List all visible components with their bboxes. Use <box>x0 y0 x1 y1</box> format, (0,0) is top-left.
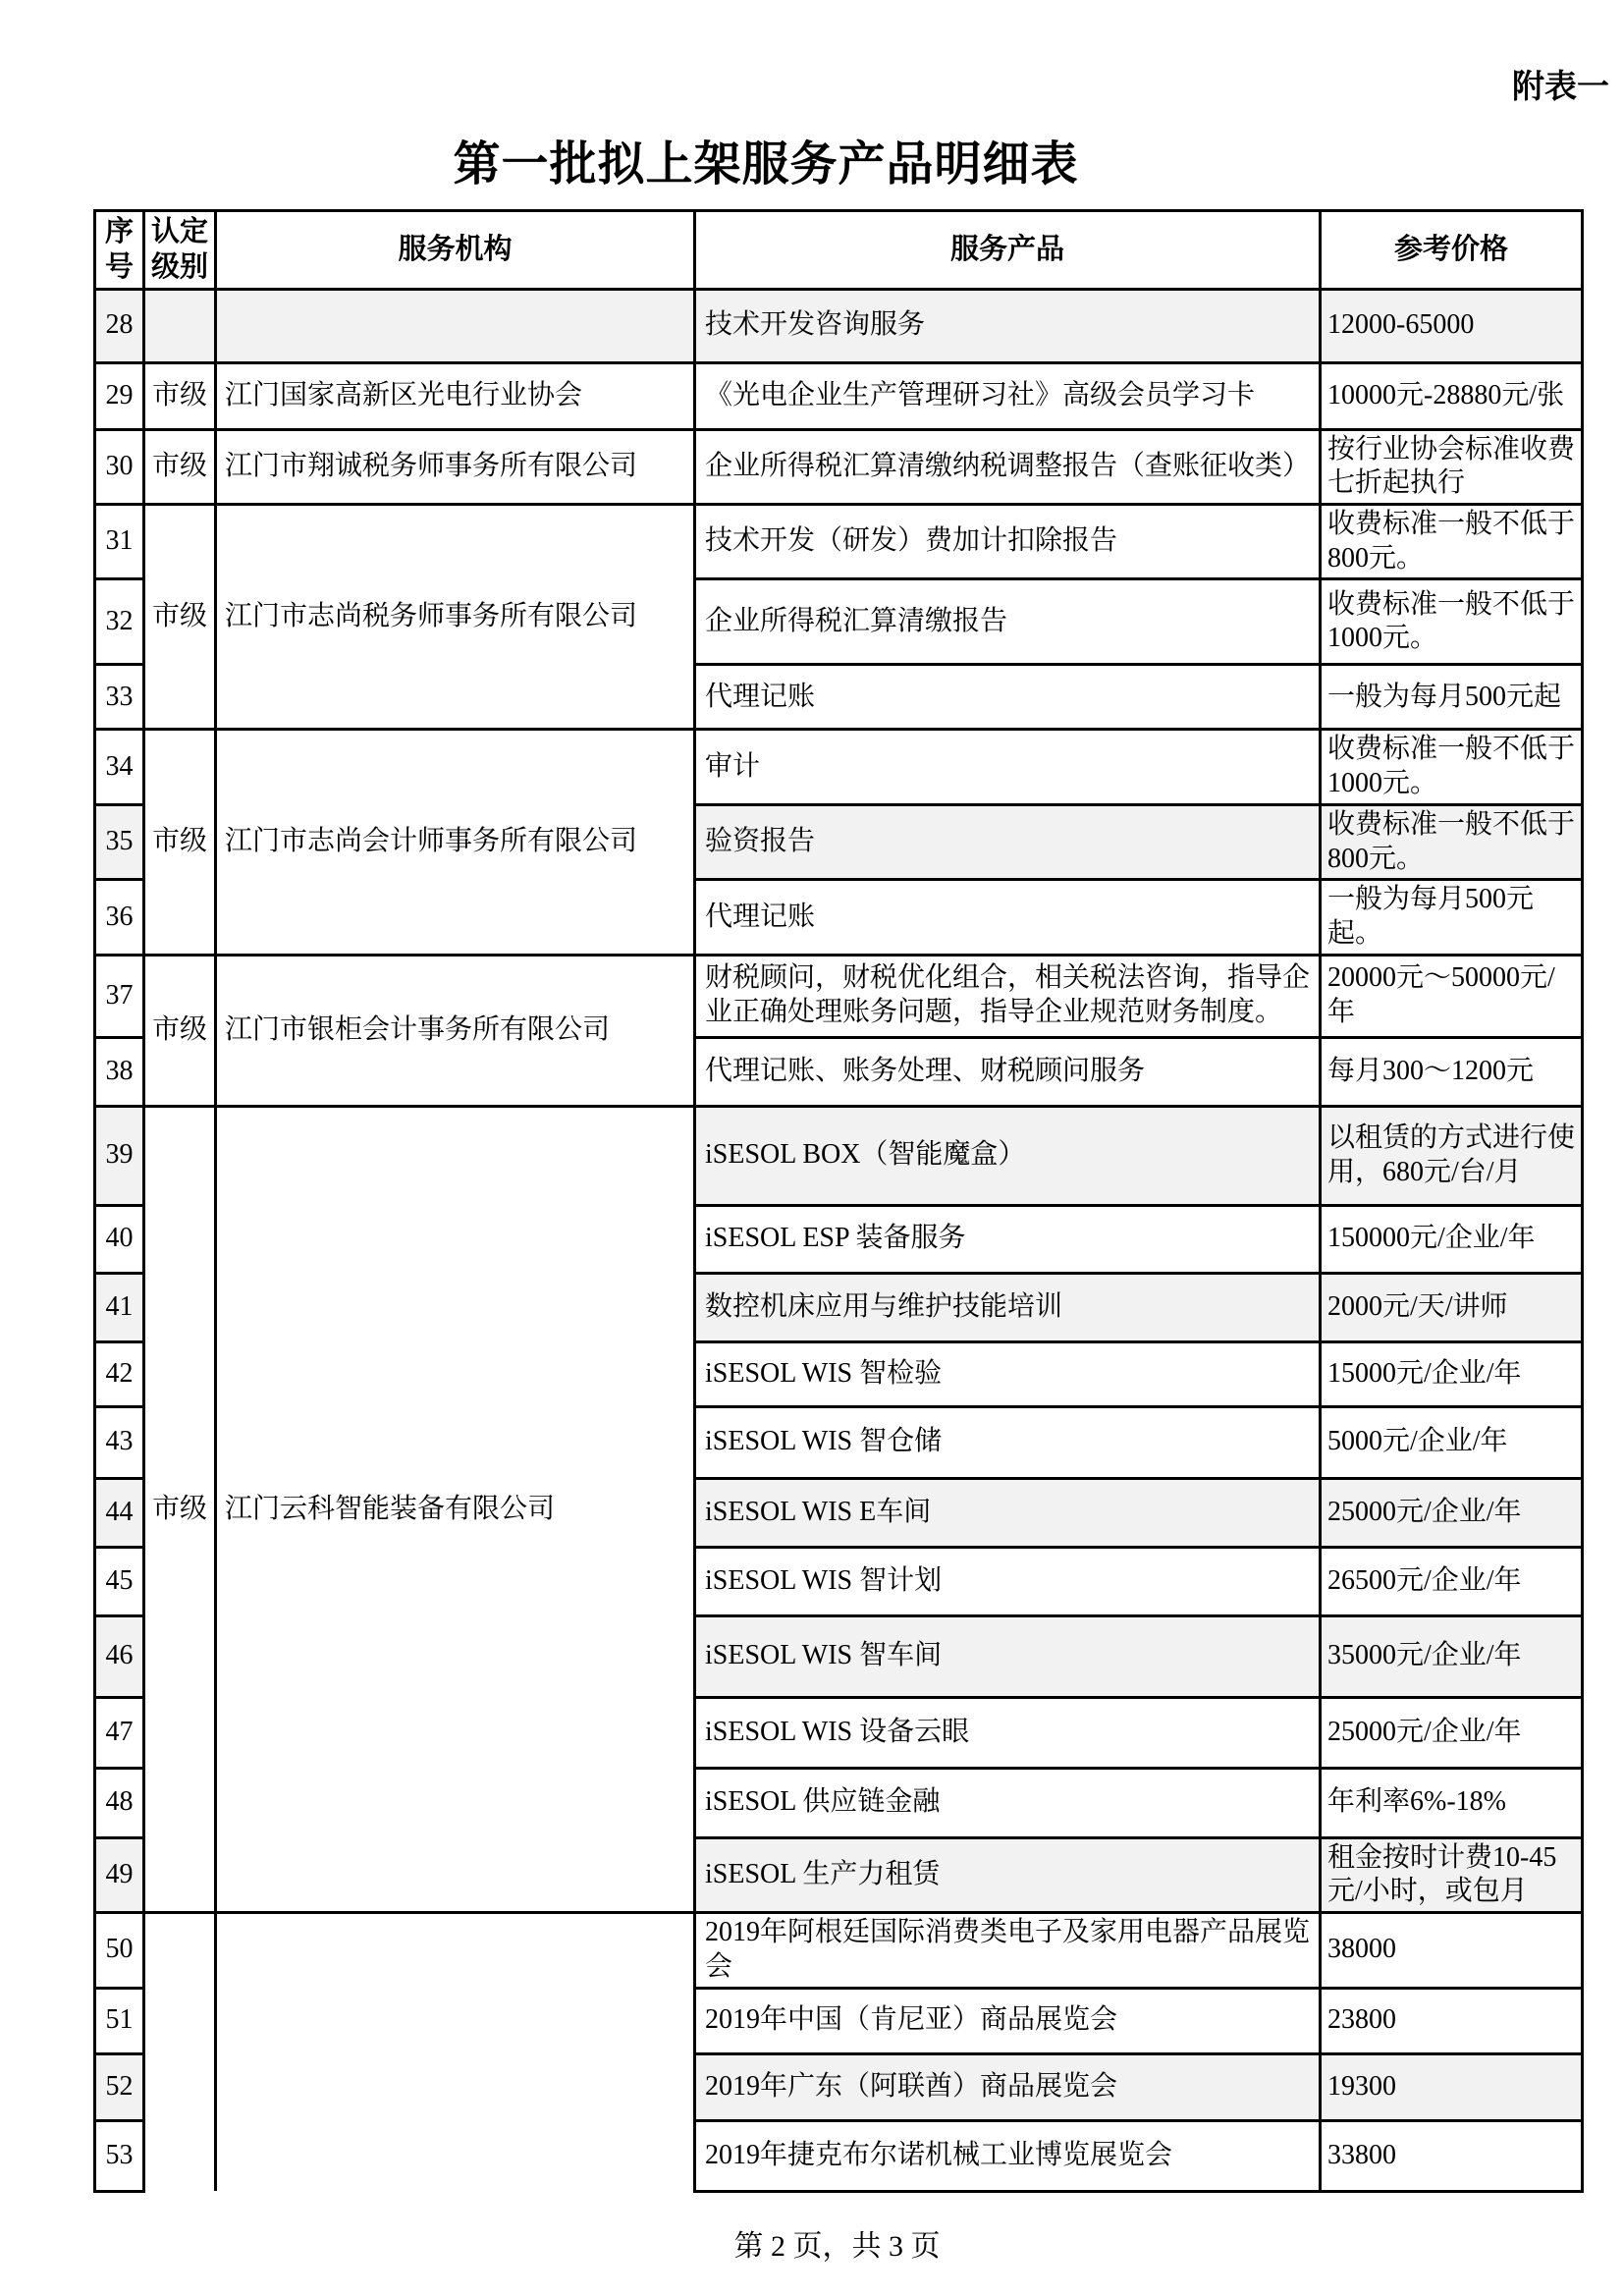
row-number-cell: 34 <box>95 730 144 804</box>
header-institution: 服务机构 <box>216 211 695 290</box>
product-cell: 代理记账 <box>695 880 1321 955</box>
header-level: 认定级别 <box>144 211 216 290</box>
price-cell: 每月300～1200元 <box>1321 1037 1583 1106</box>
product-cell: 财税顾问，财税优化组合，相关税法咨询，指导企业正确处理账务问题，指导企业规范财务制度。 <box>695 955 1321 1037</box>
institution-cell: 江门市志尚税务师事务所有限公司 <box>216 504 695 729</box>
table-row <box>95 504 1583 578</box>
row-number-cell: 52 <box>95 2053 144 2120</box>
level-cell: 市级 <box>144 955 216 1106</box>
product-cell: 企业所得税汇算清缴纳税调整报告（查账征收类） <box>695 429 1321 504</box>
row-number-cell: 36 <box>95 880 144 955</box>
product-cell: 验资报告 <box>695 804 1321 879</box>
table-row <box>95 1106 1583 1205</box>
row-number-cell: 32 <box>95 579 144 665</box>
row-number-cell: 31 <box>95 504 144 578</box>
product-cell: 代理记账 <box>695 665 1321 730</box>
row-number-cell: 45 <box>95 1547 144 1615</box>
product-cell: 企业所得税汇算清缴报告 <box>695 579 1321 665</box>
price-cell: 35000元/企业/年 <box>1321 1615 1583 1697</box>
product-cell: iSESOL BOX（智能魔盒） <box>695 1106 1321 1205</box>
table-row <box>95 362 1583 429</box>
row-number-cell: 48 <box>95 1768 144 1837</box>
price-cell: 2000元/天/讲师 <box>1321 1273 1583 1341</box>
product-cell: iSESOL WIS 设备云眼 <box>695 1697 1321 1768</box>
product-cell: 《光电企业生产管理研习社》高级会员学习卡 <box>695 362 1321 429</box>
price-cell: 以租赁的方式进行使用，680元/台/月 <box>1321 1106 1583 1205</box>
level-cell: 市级 <box>144 730 216 955</box>
price-cell: 25000元/企业/年 <box>1321 1697 1583 1768</box>
row-number-cell: 41 <box>95 1273 144 1341</box>
price-cell: 23800 <box>1321 1988 1583 2053</box>
row-number-cell: 28 <box>95 289 144 362</box>
level-cell <box>144 1913 216 2191</box>
row-number-cell: 33 <box>95 665 144 730</box>
table-row <box>95 429 1583 504</box>
header-price: 参考价格 <box>1321 211 1583 290</box>
price-cell: 25000元/企业/年 <box>1321 1478 1583 1547</box>
price-cell: 38000 <box>1321 1913 1583 1988</box>
table-row <box>95 955 1583 1037</box>
product-cell: iSESOL 供应链金融 <box>695 1768 1321 1837</box>
product-cell: iSESOL WIS E车间 <box>695 1478 1321 1547</box>
level-cell: 市级 <box>144 1106 216 1912</box>
institution-cell <box>216 289 695 362</box>
row-number-cell: 51 <box>95 1988 144 2053</box>
product-cell: 2019年广东（阿联酋）商品展览会 <box>695 2053 1321 2120</box>
row-number-cell: 47 <box>95 1697 144 1768</box>
product-cell: 技术开发（研发）费加计扣除报告 <box>695 504 1321 578</box>
price-cell: 收费标准一般不低于800元。 <box>1321 804 1583 879</box>
level-cell <box>144 289 216 362</box>
product-cell: 审计 <box>695 730 1321 804</box>
row-number-cell: 53 <box>95 2120 144 2191</box>
table-row <box>95 1913 1583 1988</box>
row-number-cell: 29 <box>95 362 144 429</box>
price-cell: 收费标准一般不低于800元。 <box>1321 504 1583 578</box>
table-header-row <box>95 211 1583 290</box>
row-number-cell: 44 <box>95 1478 144 1547</box>
price-cell: 10000元-28880元/张 <box>1321 362 1583 429</box>
product-cell: iSESOL 生产力租赁 <box>695 1837 1321 1912</box>
price-cell: 19300 <box>1321 2053 1583 2120</box>
price-cell: 5000元/企业/年 <box>1321 1406 1583 1478</box>
product-cell: iSESOL WIS 智计划 <box>695 1547 1321 1615</box>
institution-cell: 江门国家高新区光电行业协会 <box>216 362 695 429</box>
row-number-cell: 38 <box>95 1037 144 1106</box>
row-number-cell: 39 <box>95 1106 144 1205</box>
price-cell: 150000元/企业/年 <box>1321 1205 1583 1273</box>
row-number-cell: 30 <box>95 429 144 504</box>
product-cell: iSESOL WIS 智检验 <box>695 1341 1321 1406</box>
price-cell: 年利率6%-18% <box>1321 1768 1583 1837</box>
price-cell: 26500元/企业/年 <box>1321 1547 1583 1615</box>
row-number-cell: 35 <box>95 804 144 879</box>
product-cell: iSESOL WIS 智仓储 <box>695 1406 1321 1478</box>
institution-cell: 江门市翔诚税务师事务所有限公司 <box>216 429 695 504</box>
product-cell: 代理记账、账务处理、财税顾问服务 <box>695 1037 1321 1106</box>
page-number: 第 2 页，共 3 页 <box>733 2230 941 2263</box>
table-row <box>95 289 1583 362</box>
page-title: 第一批拟上架服务产品明细表 <box>453 138 1079 191</box>
row-number-cell: 43 <box>95 1406 144 1478</box>
institution-cell: 江门市银柜会计事务所有限公司 <box>216 955 695 1106</box>
price-cell: 收费标准一般不低于1000元。 <box>1321 730 1583 804</box>
price-cell: 12000-65000 <box>1321 289 1583 362</box>
price-cell: 一般为每月500元起。 <box>1321 880 1583 955</box>
product-cell: 技术开发咨询服务 <box>695 289 1321 362</box>
price-cell: 租金按时计费10-45元/小时，或包月 <box>1321 1837 1583 1912</box>
price-cell: 33800 <box>1321 2120 1583 2191</box>
price-cell: 一般为每月500元起 <box>1321 665 1583 730</box>
row-number-cell: 49 <box>95 1837 144 1912</box>
price-cell: 按行业协会标准收费七折起执行 <box>1321 429 1583 504</box>
level-cell: 市级 <box>144 362 216 429</box>
row-number-cell: 40 <box>95 1205 144 1273</box>
product-cell: 2019年中国（肯尼亚）商品展览会 <box>695 1988 1321 2053</box>
service-products-table <box>93 209 1584 2193</box>
row-number-cell: 50 <box>95 1913 144 1988</box>
institution-cell <box>216 1913 695 2191</box>
header-index: 序号 <box>95 211 144 290</box>
level-cell: 市级 <box>144 504 216 729</box>
row-number-cell: 42 <box>95 1341 144 1406</box>
appendix-label: 附表一 <box>1512 68 1609 104</box>
header-product: 服务产品 <box>695 211 1321 290</box>
product-cell: 2019年阿根廷国际消费类电子及家用电器产品展览会 <box>695 1913 1321 1988</box>
product-cell: 2019年捷克布尔诺机械工业博览展览会 <box>695 2120 1321 2191</box>
price-cell: 20000元～50000元/年 <box>1321 955 1583 1037</box>
product-cell: 数控机床应用与维护技能培训 <box>695 1273 1321 1341</box>
row-number-cell: 37 <box>95 955 144 1037</box>
price-cell: 15000元/企业/年 <box>1321 1341 1583 1406</box>
row-number-cell: 46 <box>95 1615 144 1697</box>
institution-cell: 江门市志尚会计师事务所有限公司 <box>216 730 695 955</box>
product-cell: iSESOL WIS 智车间 <box>695 1615 1321 1697</box>
level-cell: 市级 <box>144 429 216 504</box>
table-body <box>95 289 1583 2191</box>
product-cell: iSESOL ESP 装备服务 <box>695 1205 1321 1273</box>
institution-cell: 江门云科智能装备有限公司 <box>216 1106 695 1912</box>
table-row <box>95 730 1583 804</box>
price-cell: 收费标准一般不低于1000元。 <box>1321 579 1583 665</box>
